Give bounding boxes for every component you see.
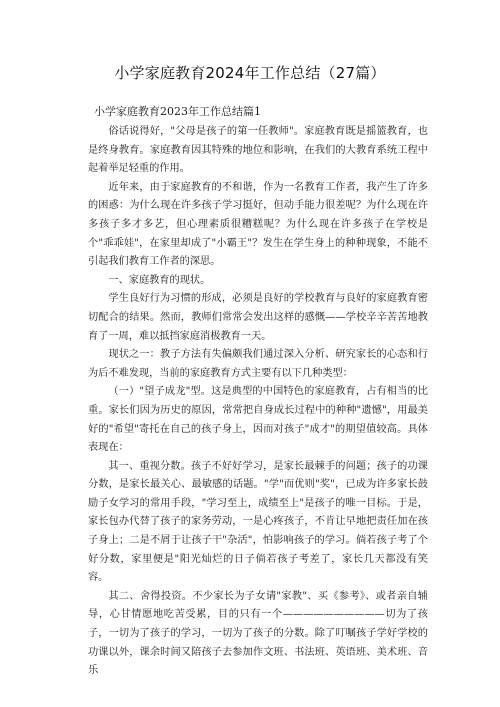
paragraph: 其二、舍得投资。不少家长为子女请"家教"、买《参考》、或者亲自辅导，心甘情愿地吃苦受累，目的只有一个——————————切为了孩子，一切为了孩子的学习，一切为了孩子的分数。除了叮嘱孩子学好学校的功课以外，课余时间又陪孩子去参加作文班、书法班、英语班、美术班、音乐: [88, 590, 428, 677]
paragraph: 近年来，由于家庭教育的不和谐，作为一名教育工作者，我产生了许多的困惑：为什么现在许多孩子学习挺好，但动手能力很差呢？为什么现在许多孩子多才多艺，但心理素质很糟糕呢？为什么现在许多孩子在学校是个"乖乖娃"，在家里却成了"小霸王"？发生在学生身上的种种现象，不能不引起我们教育工作者的深思。: [88, 181, 428, 268]
paragraph: （一）"望子成龙"型。这是典型的中国特色的家庭教育，占有相当的比重。家长们因为历史的原因，常常把自身成长过程中的种种"遗憾"，用最美好的"希望"寄托在自己的孩子身上，因而对孩子"成才"的期望值较高。具体表现在：: [88, 386, 428, 454]
document-title: 小学家庭教育2024年工作总结（27篇）: [114, 64, 386, 82]
paragraph: 现状之一：教子方法有失偏颇我们通过深入分析、研究家长的心态和行为后不难发现，当前的家庭教育方式主要有以下几种类型：: [88, 349, 428, 379]
paragraph: 其一、重视分数。孩子不好好学习，是家长最棘手的问题；孩子的功课分数，是家长最关心、最敏感的话题。"学"而优则"奖"，已成为许多家长鼓励子女学习的常用手段，"学习至上，成绩至上"是孩子的唯一目标。于是，家长包办代替了孩子的家务劳动，一是心疼孩子，不肯让早地把责任加在孩子身上；二是不屑于让孩子干"杂活"，怕影响孩子的学习。倘若孩子考了个好分数，家里便是"阳光灿烂的日子倘若孩子考差了，家长几天都没有笑容。: [88, 460, 428, 584]
paragraph: 俗话说得好，"父母是孩子的第一任教师"。家庭教育既是摇篮教育，也是终身教育。家庭教育因其特殊的地位和影响，在我们的大教育系统工程中起着举足轻重的作用。: [88, 126, 428, 175]
section-title: 小学家庭教育2023年工作总结篇1: [94, 105, 261, 118]
paragraph: 学生良好行为习惯的形成，必须是良好的学校教育与良好的家庭教育密切配合的结果。然而，教师们常常会发出这样的感慨——学校辛辛苦苦地教育了一周，难以抵挡家庭消极教育一天。: [88, 293, 428, 342]
paragraph: 一、家庭教育的现状。: [108, 274, 211, 286]
